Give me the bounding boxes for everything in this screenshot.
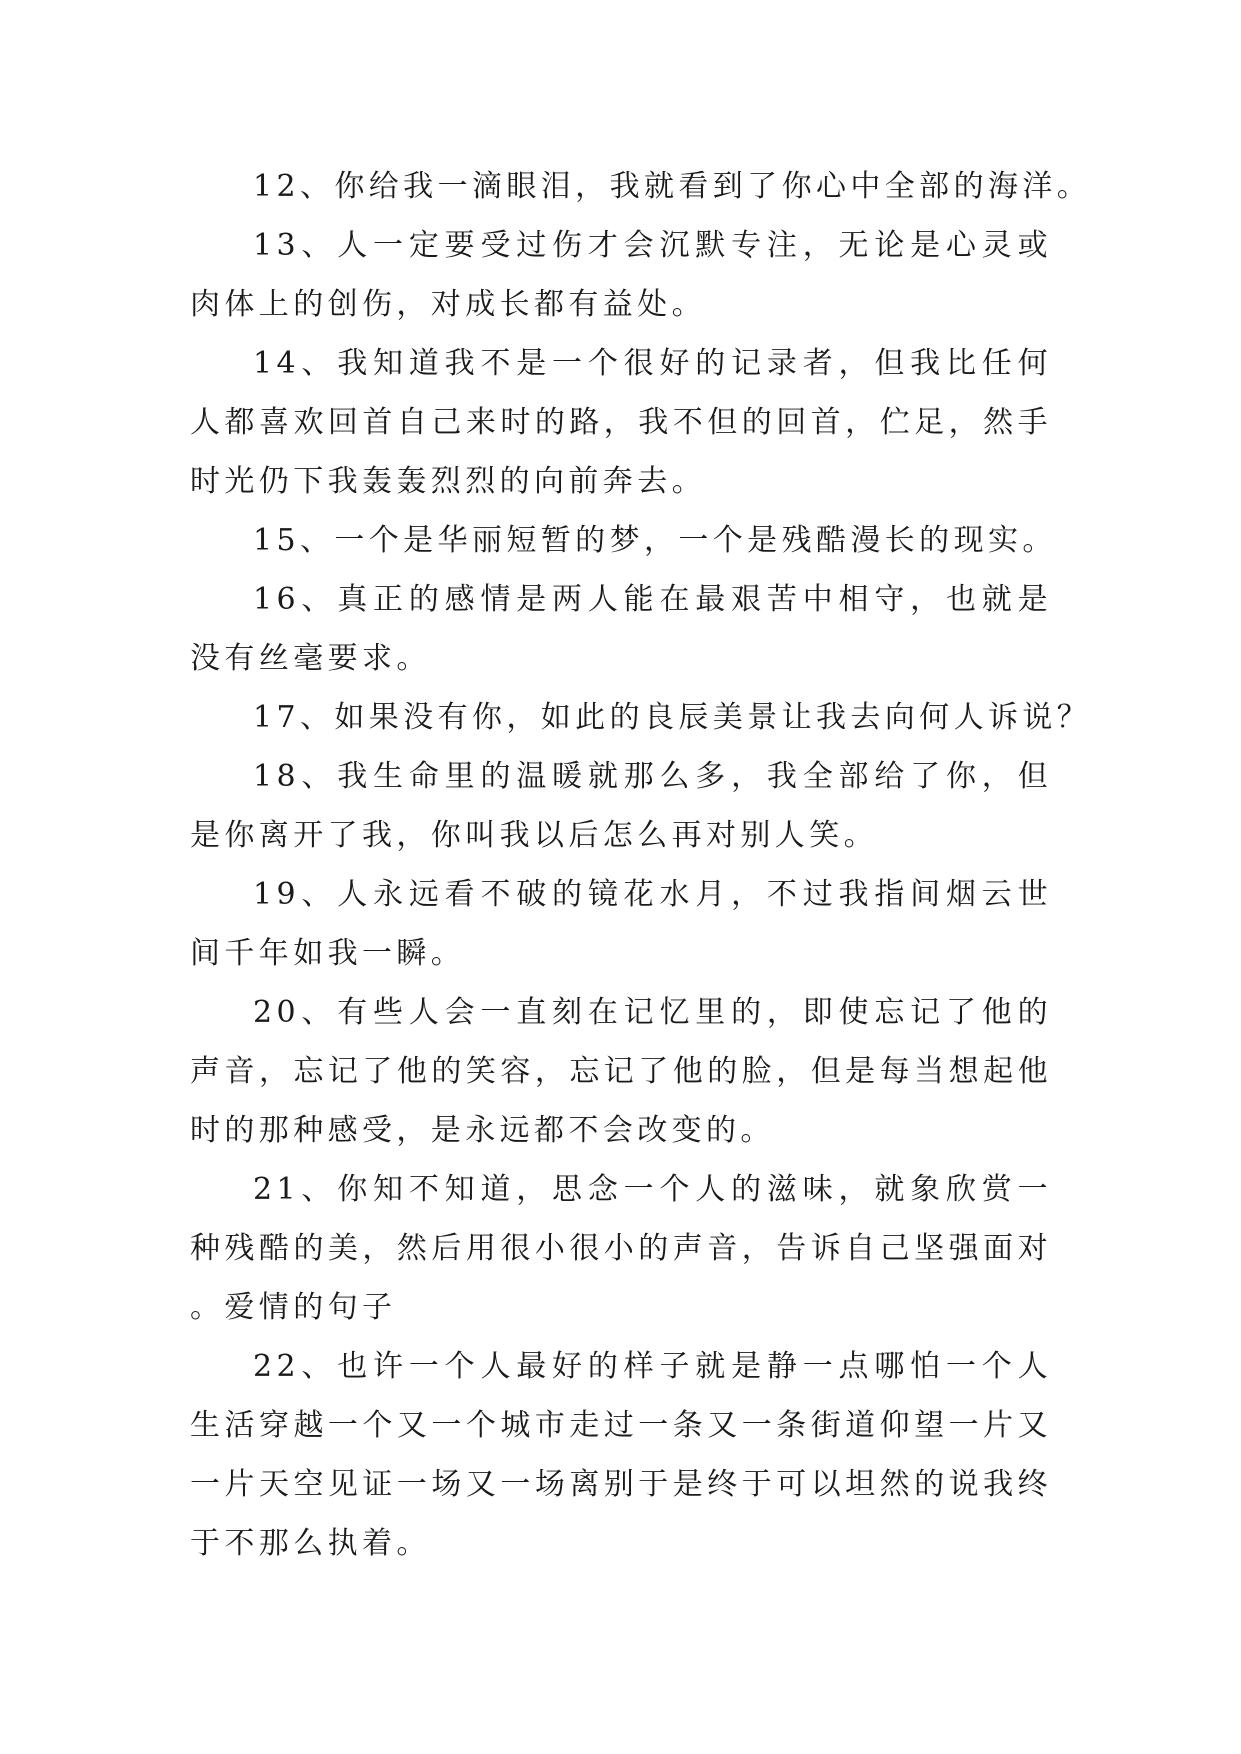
quote-19: 19、人永远看不破的镜花水月，不过我指间烟云世间千年如我一瞬。 [190, 877, 1052, 971]
quote-12: 12、你给我一滴眼泪，我就看到了你心中全部的海洋。 [253, 169, 1092, 204]
quote-22: 22、也许一个人最好的样子就是静一点哪怕一个人生活穿越一个又一个城市走过一条又一条街道仰望一片又一片天空见证一场又一场离别于是终于可以坦然的说我终于不那么执着。 [190, 1349, 1052, 1561]
quote-17: 17、如果没有你，如此的良辰美景让我去向何人诉说？ [253, 700, 1092, 735]
quote-15: 15、一个是华丽短暂的梦，一个是残酷漫长的现实。 [253, 523, 1057, 558]
document-body [190, 157, 1092, 1573]
quote-16: 16、真正的感情是两人能在最艰苦中相守，也就是没有丝毫要求。 [190, 582, 1052, 676]
quote-20: 20、有些人会一直刻在记忆里的，即使忘记了他的声音，忘记了他的笑容，忘记了他的脸，但是每当想起他时的那种感受，是永远都不会改变的。 [190, 995, 1052, 1148]
quote-18: 18、我生命里的温暖就那么多，我全部给了你，但是你离开了我，你叫我以后怎么再对别人笑。 [190, 759, 1052, 853]
quote-13: 13、人一定要受过伤才会沉默专注，无论是心灵或肉体上的创伤，对成长都有益处。 [190, 228, 1052, 322]
quote-21: 21、你知不知道，思念一个人的滋味，就象欣赏一种残酷的美，然后用很小很小的声音，告诉自己坚强面对。爱情的句子 [190, 1172, 1052, 1325]
quote-14: 14、我知道我不是一个很好的记录者，但我比任何人都喜欢回首自己来时的路，我不但的回首，伫足，然手时光仍下我轰轰烈烈的向前奔去。 [190, 346, 1052, 499]
